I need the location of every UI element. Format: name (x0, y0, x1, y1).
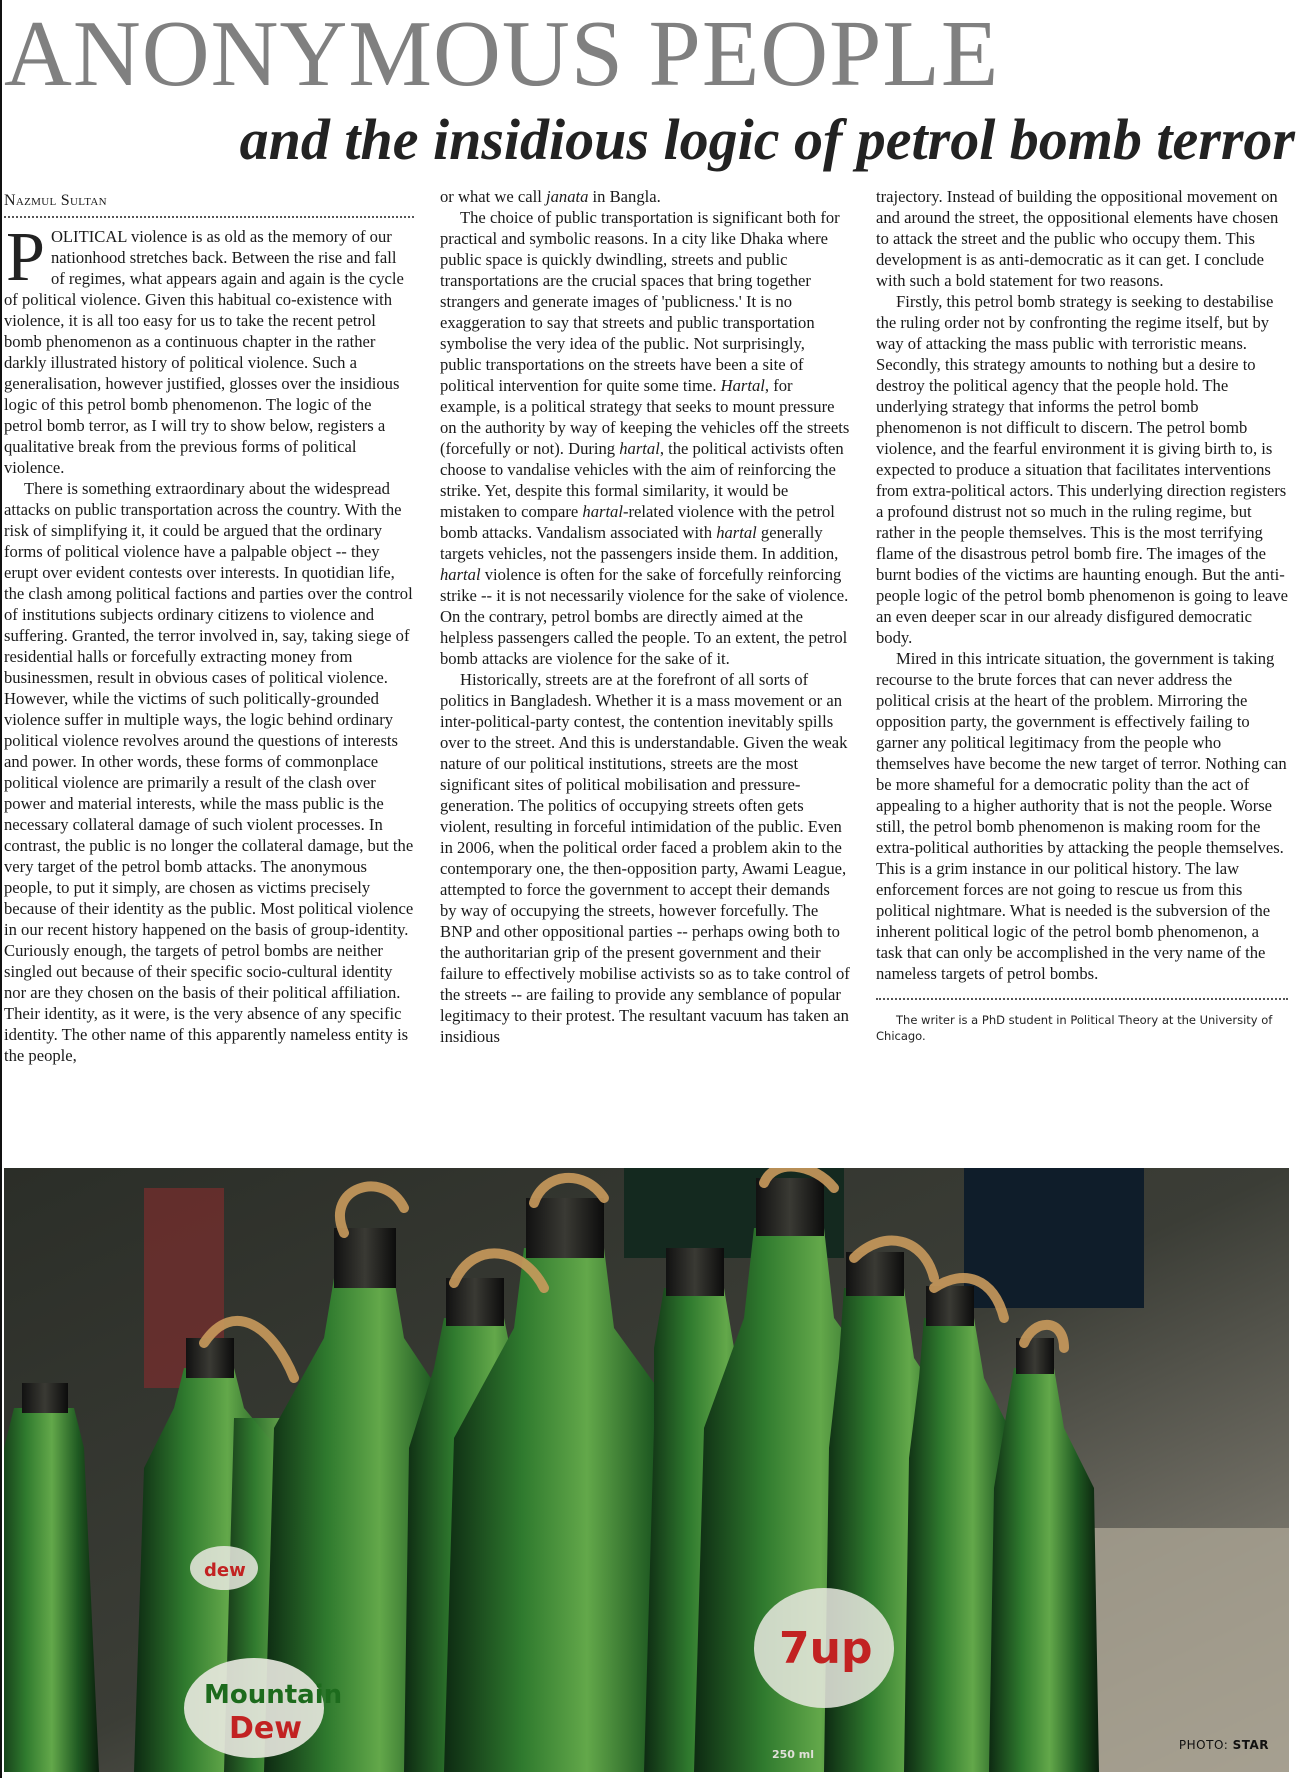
paragraph: Mired in this intricate situation, the government is taking recourse to the brute forces that can never address the political crisis at the heart of the problem. Mirroring the opposition party, the government is effectively failing to garner any political legitimacy from the people who themselves have become the new target of terror. Nothing can be more shameful for a democratic polity than the act of appealing to a higher authority that is not the people. Worse still, the petrol bomb phenomenon is making room for the extra-political authorities by attacking the people themselves. This is a grim instance in our political history. The law enforcement forces are not going to rescue us from this political nightmare. What is needed is the subversion of the inherent political logic of the petrol bomb phenomenon, a task that can only be accomplished in the very name of the nameless targets of petrol bombs. (876, 649, 1287, 983)
left-border-line (0, 0, 2, 1778)
paragraph (440, 186, 850, 207)
byline-divider (4, 216, 414, 218)
paragraph: Historically, streets are at the forefront of all sorts of politics in Bangladesh. Whether it is a mass movement or an inter-political-party contest, the contention inevitably spills over to the street. And this is understandable. Given the weak nature of our political institutions, streets are the most significant sites of political mobilisation and pressure-generation. The politics of occupying streets often gets violent, resulting in forceful intimidation of the public. Even in 2006, when the political order faced a problem akin to the contemporary one, the then-opposition party, Awami League, attempted to force the government to accept their demands by way of occupying the streets, however forcefully. The BNP and other oppositional parties -- perhaps owing both to the authoritarian grip of the present government and their failure to effectively mobilise activists so as to take control of the streets -- are failing to provide any semblance of popular legitimacy to their protest. The resultant vacuum has taken an insidious (440, 670, 850, 1046)
text-run: or what we call (440, 187, 546, 206)
italic-term: hartal (440, 565, 481, 584)
article-photo (4, 1168, 1289, 1772)
text-run: generally targets vehicles, not the passengers inside them. In addition, (440, 523, 839, 563)
bottle-label-dew-small: dew (204, 1560, 246, 1581)
italic-term: janata (545, 187, 589, 206)
author-divider (876, 998, 1288, 1000)
paragraph: Firstly, this petrol bomb strategy is seeking to destabilise the ruling order not by confronting the regime itself, but by way of attacking the mass public with terroristic means. Secondly, this strategy amounts to nothing but a desire to destroy the political agency that the people hold. The underlying strategy that informs the petrol bomb phenomenon is not difficult to discern. The petrol bomb violence, and the fearful environment it is giving birth to, is expected to produce a situation that facilitates interventions from extra-political actors. This underlying direction registers a profound distrust not so much in the ruling regime, but rather in the people themselves. This is the most terrifying flame of the disastrous petrol bomb fire. The images of the burnt bodies of the victims are haunting enough. But the anti-people logic of the petrol bomb phenomenon is going to leave an even deeper scar in our already disfigured democratic body. (876, 292, 1288, 647)
petrol-bomb-bottles-photo (4, 1168, 1289, 1772)
photo-credit-label: PHOTO: (1178, 1738, 1229, 1752)
text-run: , for example, is a political strategy that seeks to mount pressure on the authority by way of keeping the vehicles off the streets (forcefully or not). During (440, 376, 850, 458)
text-run: The choice of public transportation is significant both for practical and symbolic reasons. In a city like Dhaka where public space is quickly dwindling, streets and public transportations are the crucial spaces that bring together strangers and generate images of 'publicness.' It is no exaggeration to say that streets and public transportation symbolise the very idea of the public. Not surprisingly, public transportations on the streets have been a site of political intervention for quite some time. (440, 208, 840, 395)
bottle-label-mountain: Mountain (204, 1680, 343, 1710)
paragraph (4, 219, 414, 478)
subheadline: and the insidious logic of petrol bomb terror (239, 107, 1295, 172)
paragraph: trajectory. Instead of building the oppositional movement on and around the street, the oppositional elements have chosen to attack the street and the public who occupy them. This development is as anti-democratic as it can get. I conclude with such a bold statement for two reasons. (876, 187, 1279, 290)
article-column-2 (440, 186, 850, 1047)
headline: ANONYMOUS PEOPLE (4, 2, 1000, 106)
text-run: violence is often for the sake of forcefully reinforcing strike -- it is not necessarily violence for the sake of violence. On the contrary, petrol bombs are directly aimed at the helpless passengers called the people. To an extent, the petrol bomb attacks are violence for the sake of it. (440, 565, 849, 668)
text-run: -related violence with the petrol bomb attacks. Vandalism associated with (440, 502, 835, 542)
paragraph: There is something extraordinary about the widespread attacks on public transportation across the country. With the risk of simplifying it, it could be argued that the ordinary forms of political violence have a palpable object -- they erupt over evident contests over interests. In quotidian life, the clash among political factions and parties over the control of institutions subjects ordinary citizens to violence and suffering. Granted, the terror involved in, say, taking siege of residential halls or forcefully extracting money from businessmen, result in obvious cases of political violence. However, while the victims of such politically-grounded violence suffer in multiple ways, the logic behind ordinary political violence revolves around the questions of interests and power. In other words, these forms of commonplace political violence are primarily a result of the clash over power and material interests, while the mass public is the necessary collateral damage of such violent processes. In contrast, the public is no longer the collateral damage, but the very target of the petrol bomb attacks. The anonymous people, to put it simply, are chosen as victims precisely because of their identity as the public. Most political violence in our recent history happened on the basis of group-identity. Curiously enough, the targets of petrol bombs are neither singled out because of their specific socio-cultural identity nor are they chosen on the basis of their political affiliation. Their identity, as it were, is the very absence of any specific identity. The other name of this apparently nameless entity is the people, (4, 479, 414, 1065)
italic-term: hartal (619, 439, 660, 458)
italic-term: hartal (582, 502, 623, 521)
italic-term: hartal (716, 523, 757, 542)
article-column-3 (876, 186, 1288, 1044)
photo-credit-source: STAR (1232, 1738, 1269, 1752)
bottle-label-volume: 250 ml (772, 1748, 815, 1761)
paragraph (440, 207, 850, 669)
dropcap: P (6, 219, 45, 296)
author-note: The writer is a PhD student in Political Theory at the University of Chicago. (876, 1013, 1273, 1043)
article-column-1 (4, 190, 414, 1066)
photo-credit (1179, 1738, 1269, 1752)
lead-word: OLITICAL (50, 227, 127, 246)
bottle-label-7up: 7up (779, 1623, 873, 1674)
bottle-label-dew: Dew (229, 1711, 302, 1746)
text-run: in Bangla. (588, 187, 661, 206)
italic-term: Hartal (720, 376, 765, 395)
byline: Nazmul Sultan (4, 192, 107, 209)
paragraph-text: violence is as old as the memory of our nationhood stretches back. Between the rise and fall of regimes, what appears again and again is the cycle of political violence. Given this habitual co-existence with violence, it is all too easy for us to take the recent petrol bomb phenomenon as a continuous chapter in the rather darkly illustrated history of political violence. Such a generalisation, however justified, glosses over the insidious logic of this petrol bomb phenomenon. The logic of the petrol bomb terror, as I will try to show below, registers a qualitative break from the previous forms of political violence. (4, 227, 404, 477)
text-run: , the political activists often choose to vandalise vehicles with the aim of reinforcing the strike. Yet, despite this formal similarity, it would be mistaken to compare (440, 439, 844, 521)
